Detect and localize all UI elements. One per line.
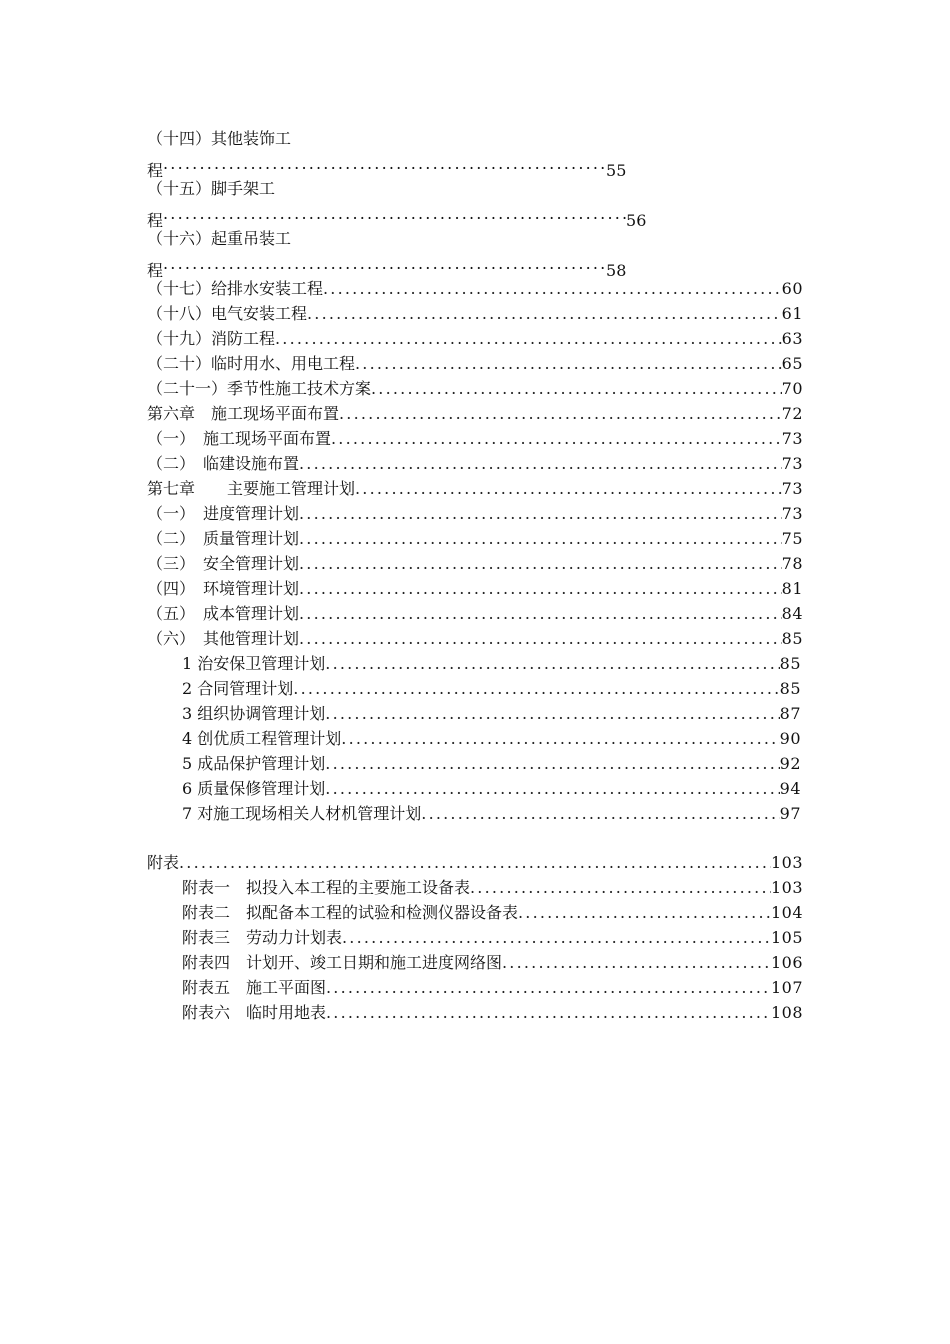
toc-leader-dots	[325, 751, 779, 776]
toc-entry-label: （十九）消防工程	[147, 329, 276, 348]
toc-entry-label: （十八）电气安装工程	[147, 304, 308, 323]
toc-entry	[147, 451, 803, 476]
toc-page-number: 63	[781, 329, 803, 348]
toc-appendix-entry	[182, 900, 803, 925]
toc-page-number: 73	[781, 429, 803, 448]
toc-page-number: 70	[781, 379, 803, 398]
toc-leader-dots	[326, 1000, 771, 1025]
toc-page-number: 104	[770, 903, 803, 922]
toc-entry	[147, 501, 803, 526]
toc-page-number: 56	[626, 211, 647, 230]
toc-page-number: 92	[779, 754, 801, 773]
toc-page-number: 90	[779, 729, 801, 748]
toc-entry-cont-text: 程	[147, 261, 164, 280]
toc-entry-label: 附表二 拟配备本工程的试验和检测仪器设备表	[182, 903, 519, 922]
toc-entry	[147, 626, 803, 651]
toc-entry-label: 附表五 施工平面图	[182, 978, 327, 997]
toc-leader-dots	[299, 601, 782, 626]
toc-entry-label: （一） 施工现场平面布置	[147, 429, 332, 448]
toc-entry-continuation	[147, 201, 647, 230]
toc-page-number: 73	[781, 479, 803, 498]
toc-entry-label: 7 对施工现场相关人材机管理计划	[182, 804, 422, 823]
toc-page-number: 105	[770, 928, 803, 947]
toc-leader-dots	[470, 875, 771, 900]
toc-leader-dots	[299, 501, 782, 526]
toc-entry-label: 第七章 主要施工管理计划	[147, 479, 356, 498]
toc-entry-label: （二） 临建设施布置	[147, 454, 300, 473]
toc-appendix-entry	[182, 1000, 803, 1025]
toc-leader-dots	[355, 476, 782, 501]
toc-entry-label: （十七）给排水安装工程	[147, 279, 324, 298]
toc-subentry	[182, 801, 801, 826]
toc-page-number: 60	[781, 279, 803, 298]
toc-page-number: 78	[781, 554, 803, 573]
toc-entry	[147, 426, 803, 451]
toc-leader-dots	[323, 276, 782, 301]
toc-entry-label: 1 治安保卫管理计划	[182, 654, 326, 673]
toc-entry-label: 附表三 劳动力计划表	[182, 928, 343, 947]
toc-leader-dots	[325, 776, 779, 801]
toc-entry-label: （四） 环境管理计划	[147, 579, 300, 598]
toc-page-number: 84	[781, 604, 803, 623]
toc-leader-dots	[163, 201, 626, 226]
toc-entry-label: 2 合同管理计划	[182, 679, 294, 698]
toc-appendix-entry	[182, 875, 803, 900]
toc-entry-label: 附表六 临时用地表	[182, 1003, 327, 1022]
toc-chapter	[147, 401, 803, 426]
toc-entry	[147, 326, 803, 351]
toc-entry-cont-text: 程	[147, 211, 164, 230]
toc-entry-label: 附表	[147, 853, 180, 872]
toc-leader-dots	[179, 850, 771, 875]
toc-entry-label: 4 创优质工程管理计划	[182, 729, 342, 748]
toc-appendix-entry	[182, 975, 803, 1000]
toc-leader-dots	[331, 426, 782, 451]
toc-entry-continuation	[147, 151, 627, 180]
toc-subentry	[182, 751, 801, 776]
toc-entry-label: 附表四 计划开、竣工日期和施工进度网络图	[182, 953, 503, 972]
toc-leader-dots	[325, 701, 779, 726]
toc-entry	[147, 601, 803, 626]
toc-entry	[147, 351, 803, 376]
toc-appendix-heading	[147, 850, 803, 875]
toc-entry-label: 附表一 拟投入本工程的主要施工设备表	[182, 878, 471, 897]
toc-entry-label: （十五）脚手架工	[147, 179, 276, 198]
toc-entry	[147, 376, 803, 401]
toc-page-number: 65	[781, 354, 803, 373]
toc-entry-label: 6 质量保修管理计划	[182, 779, 326, 798]
toc-leader-dots	[163, 151, 606, 176]
toc-leader-dots	[299, 626, 782, 651]
toc-leader-dots	[341, 726, 779, 751]
toc-entry-label: （二十）临时用水、用电工程	[147, 354, 356, 373]
toc-entry-label: （一） 进度管理计划	[147, 504, 300, 523]
toc-page-number: 103	[770, 853, 803, 872]
toc-page-number: 85	[781, 629, 803, 648]
toc-entry-label: （五） 成本管理计划	[147, 604, 300, 623]
toc-page-number: 97	[779, 804, 801, 823]
toc-entry-continuation	[147, 251, 627, 280]
toc-page-number: 61	[781, 304, 803, 323]
toc-leader-dots	[307, 301, 782, 326]
toc-subentry	[182, 776, 801, 801]
toc-subentry	[182, 701, 801, 726]
toc-leader-dots	[325, 651, 779, 676]
toc-page-number: 85	[779, 654, 801, 673]
toc-page-number: 73	[781, 504, 803, 523]
toc-entry-label: 3 组织协调管理计划	[182, 704, 326, 723]
toc-page-number: 58	[606, 261, 627, 280]
toc-page-number: 55	[606, 161, 627, 180]
toc-leader-dots	[421, 801, 779, 826]
toc-entry-label: （十四）其他装饰工	[147, 129, 292, 148]
toc-page-number: 85	[779, 679, 801, 698]
toc-page-number: 75	[781, 529, 803, 548]
toc-subentry	[182, 676, 801, 701]
toc-entry-label: （十六）起重吊装工	[147, 229, 292, 248]
toc-entry-label: （二） 质量管理计划	[147, 529, 300, 548]
toc-page-number: 73	[781, 454, 803, 473]
toc-leader-dots	[342, 925, 771, 950]
toc-entry-label: （二十一）季节性施工技术方案	[147, 379, 372, 398]
toc-leader-dots	[371, 376, 782, 401]
toc-page-number: 108	[770, 1003, 803, 1022]
toc-leader-dots	[299, 526, 782, 551]
toc-entry	[147, 576, 803, 601]
toc-leader-dots	[299, 551, 782, 576]
toc-page-number: 107	[770, 978, 803, 997]
toc-leader-dots	[339, 401, 782, 426]
toc-entry	[147, 301, 803, 326]
toc-entry-label: （三） 安全管理计划	[147, 554, 300, 573]
toc-entry-cont-text: 程	[147, 161, 164, 180]
toc-entry-label: （六） 其他管理计划	[147, 629, 300, 648]
toc-leader-dots	[326, 975, 771, 1000]
toc-subentry	[182, 726, 801, 751]
toc-leader-dots	[275, 326, 782, 351]
toc-page-number: 94	[779, 779, 801, 798]
toc-leader-dots	[355, 351, 782, 376]
toc-leader-dots	[293, 676, 779, 701]
toc-leader-dots	[299, 576, 782, 601]
toc-leader-dots	[163, 251, 606, 276]
toc-subentry	[182, 651, 801, 676]
toc-leader-dots	[518, 900, 771, 925]
toc-appendix-entry	[182, 925, 803, 950]
toc-entry	[147, 526, 803, 551]
toc-leader-dots	[299, 451, 782, 476]
toc-leader-dots	[502, 950, 771, 975]
toc-entry	[147, 276, 803, 301]
toc-page-number: 106	[770, 953, 803, 972]
toc-page-number: 72	[781, 404, 803, 423]
toc-page-number: 87	[779, 704, 801, 723]
toc-chapter	[147, 476, 803, 501]
toc-appendix-entry	[182, 950, 803, 975]
toc-entry	[147, 551, 803, 576]
toc-page-number: 81	[781, 579, 803, 598]
toc-entry-label: 第六章 施工现场平面布置	[147, 404, 340, 423]
toc-page-number: 103	[770, 878, 803, 897]
toc-entry-label: 5 成品保护管理计划	[182, 754, 326, 773]
